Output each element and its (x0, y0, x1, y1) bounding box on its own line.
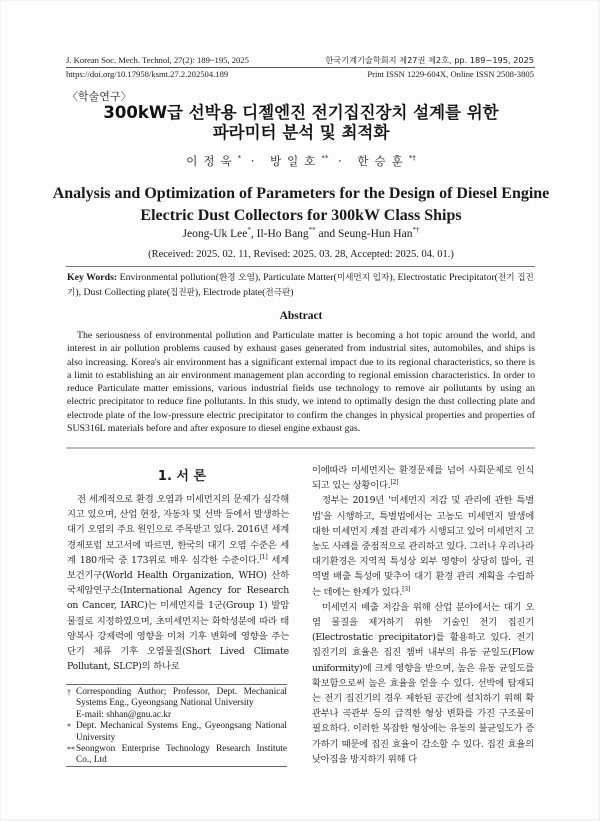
article-category: 〈학술연구〉 (67, 90, 132, 103)
author-en-sep: , (250, 228, 257, 240)
title-ko-line2: 파라미터 분석 및 최적화 (212, 123, 390, 142)
header-rule (66, 67, 535, 68)
received-dates: (Received: 2025. 02. 11, Revised: 2025. 03. 28, Accepted: 2025. 04. 01.) (148, 249, 454, 260)
keyword-item: Particulate Matter(미세먼지 입자) (263, 272, 393, 283)
citation-ref[interactable]: [1] (259, 553, 268, 561)
abstract-text: The seriousness of environmental pollution and Particulate matter is becoming a hot topic around the world, and interest in air pollution problems caused by exhaust gases generated from industrial sites, automobiles, and ships is also increasing. Korea's air environment has a significant external impact due to its regional characteristics, so there is a limit to establishing an air environment management plan according to regional emission characteristics. In order to reduce Particulate matter emissions, various industrial fields use technology to remove air pollutants by using an electric precipitator to reduce fine pollutants. In this study, we intend to optimally design the dust collecting plate and electrode plate of the low-pressure electric precipitator to confirm the changes in physical properties and properties of SUS316L materials before and after exposure to diesel engine exhaust gas. (67, 330, 535, 435)
author-separator: · (328, 154, 358, 168)
paragraph: 정부는 2019년 '미세먼지 저감 및 관리에 관한 특별법'을 시행하고, 특별법에서는 고농도 미세먼지 발생에 대한 미세먼지 계절 관리제가 시행되고 있어 미세먼지 고농도 사례를 중점적으로 관리하고 있다. 그러나 우리나라 대기환경은 지역적 특성상 외부 영향이 상당히 많아, 권역별 배출 특성에 맞추어 대기 환경 관리 계획을 수립하는 데에는 한계가 있다.[3] (312, 495, 534, 598)
keyword-item: Electrode plate(전극판) (203, 286, 294, 298)
author-en-mark: *† (412, 226, 420, 234)
right-column (312, 463, 534, 767)
author-email[interactable]: E-mail: shhan@gnu.ac.kr (76, 709, 172, 720)
keyword-item: Electrostatic Precipitator(전기 집진기) (67, 272, 534, 298)
footnote-rule-top (66, 684, 287, 685)
left-column (67, 492, 289, 674)
abstract-rule-bottom (66, 447, 535, 449)
footnote-rule-bottom (66, 766, 287, 767)
keyword-item: Dust Collecting plate(집진판) (83, 286, 199, 298)
paragraph: 이에따라 미세먼지는 환경문제를 넘어 사회문제로 인식되고 있는 상황이다.[2] (312, 465, 534, 492)
author-en-name: Jeong-Uk Lee (182, 228, 248, 240)
keywords-label: Key Words (67, 272, 114, 283)
authors-ko (1, 153, 600, 169)
keyword-item: Environmental pollution(환경 오염) (119, 272, 259, 283)
section-title: 1. 서 론 (157, 469, 207, 484)
keywords-rule-top (66, 266, 535, 267)
footnote-item: ** Seongwon Enterprise Technology Research Institute Co., Ltd (67, 744, 287, 766)
citation-ref[interactable]: [3] (402, 585, 410, 593)
paragraph: 전 세계적으로 환경 오염과 미세먼지의 문제가 심각해지고 있으며, 산업 현장, 자동차 및 선박 등에서 발생하는 대기 오염의 주요 원인으로 주목받고 있다. 2016년 세계 경제포럼 보고서에 따르면, 한국의 대기 오염 수준은 세계 180개국 중 173위로 매우 심각한 수준이다.[1] 세계보건기구(World Health Organization, WHO) 산하 국제암연구소(International Agency for Research on Cancer, IARC)는 미세먼지를 1군(Group 1) 발암물질로 지정하였으며, 초미세먼지는 화학성분에 따라 태양복사 강제력에 영향을 미쳐 기후 변화에 영향을 주는 단기 체류 기후 오염물질(Short Lived Climate Pollutant, SLCP)의 하나로 (67, 494, 289, 673)
author-ko-name: 한승훈 (357, 154, 409, 168)
journal-citation: J. Korean Soc. Mech. Technol, 27(2): 189~195, 2025 (66, 55, 249, 65)
author-en-name: Il-Ho Bang (256, 228, 309, 240)
author-ko-name: 방일호 (270, 154, 322, 168)
title-en-line2: Electric Dust Collectors for 300kW Class Ships (140, 207, 462, 224)
footnotes (67, 687, 287, 767)
abstract-title: Abstract (279, 310, 323, 322)
author-ko-mark: ** (321, 154, 329, 162)
journal-citation-ko: 한국기계기술학회지 제27권 제2호, pp. 189~195, 2025 (325, 55, 534, 65)
author-ko-mark: * (237, 154, 242, 162)
author-separator: · (241, 154, 271, 168)
issn-info: Print ISSN 1229-604X, Online ISSN 2508-3805 (367, 69, 534, 79)
doi-link[interactable]: https://doi.org/10.17958/ksmt.27.2.202504.189 (66, 69, 229, 79)
title-en-line1: Analysis and Optimization of Parameters for the Design of Diesel Engine (52, 185, 550, 202)
citation-ref[interactable]: [2] (390, 479, 399, 487)
authors-en (1, 226, 600, 240)
footnote-item: † Corresponding Author; Professor, Dept. Mechanical Systems Eng., Gyeongsang National University E-mail: shhan@gnu.ac.kr (67, 687, 287, 720)
author-ko-name: 이정욱 (186, 154, 238, 168)
author-en-mark: * (247, 226, 251, 234)
author-ko-mark: *† (408, 154, 416, 162)
author-en-name: Seung-Hun Han (338, 228, 413, 240)
footnote-item: * Dept. Mechanical Systems Eng., Gyeongsang National University (67, 721, 287, 743)
title-ko-line1: 300kW급 선박용 디젤엔진 전기집진장치 설계를 위한 (103, 103, 499, 122)
author-en-sep: and (315, 228, 339, 240)
paper-page (1, 1, 598, 819)
keywords-block: Key Words: Environmental pollution(환경 오염), Particulate Matter(미세먼지 입자), Electrostatic Precipitator(전기 집진기), Dust Collecting plate(집진판), Electrode plate(전극판) (67, 272, 534, 298)
author-en-mark: ** (308, 226, 316, 234)
title-en (1, 183, 600, 227)
paragraph: 미세먼지 배출 저감을 위해 산업 분야에서는 대기 오염 물질을 제거하기 위한 기술인 전기 집진기(Electrostatic precipitator)를 활용하고 있다. 전기 집진기의 효율은 집진 챔버 내부의 유동 균일도(Flow uniformity)에 크게 영향을 받으며, 높은 유동 균일도를 확보함으로써 높은 효율을 얻을 수 있다. 선박에 탑재되는 전기 집진기의 경우 제한된 공간에 설치하기 위해 확관부나 곡관부 등의 급격한 형상 변화를 가진 구조물이 필요하다. 이러한 복잡한 형상에는 유동의 불균일도가 증가하기 때문에 집진 효율이 감소할 수 있다. 집진 효율의 낮아짐을 방지하기 위해 다 (312, 601, 534, 765)
